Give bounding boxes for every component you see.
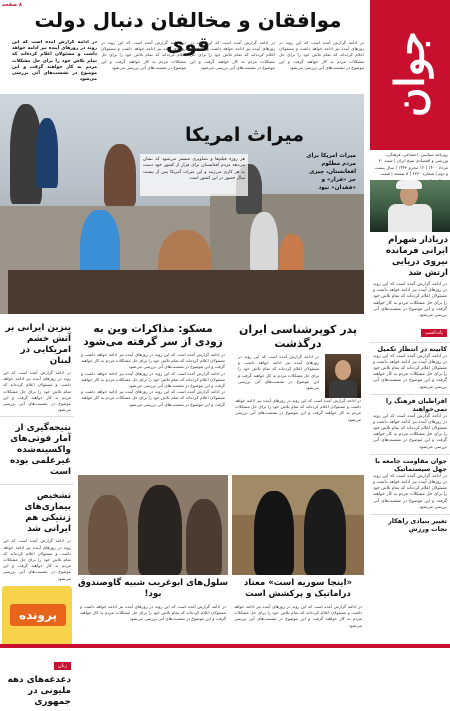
person-figure (254, 491, 294, 575)
person-figure (250, 212, 278, 272)
lead-col: در ادامه گزارش آمده است که این روند در روزهای آینده نیز ادامه خواهد داشت و مسئولان اعلام کرده‌اند که تمام تلاش خود را برای حل مشکلات مردم به کار خواهند گرفت و این موضوع در نشست‌های آتی بررسی می‌شود (101, 40, 186, 70)
left-column (0, 320, 74, 711)
lead-col: در ادامه گزارش آمده است که این روند در روزهای آینده نیز ادامه خواهد داشت و مسئولان اعلام کرده‌اند که تمام تلاش خود را برای حل مشکلات مردم به کار خواهند گرفت و این موضوع در نشست‌های آتی بررسی می‌شود (279, 40, 364, 70)
story-vienna-text: در ادامه گزارش آمده است که این روند در روزهای آینده نیز ادامه خواهد داشت و مسئولان اعلام کرده‌اند که تمام تلاش خود را برای حل مشکلات مردم به کار خواهند گرفت و این موضوع در نشست‌های آتی بررسی می‌شود (81, 389, 225, 407)
issue-info: روزنامه سیاسی، اجتماعی، فرهنگی، ورزشی و اقتصادی صبح ایران | شنبه ۳۰ مرداد ۱۴۰۰ | ۱۲ محرم ۱۴۴۳ | سال بیست و دوم | شماره ۶۲۳۰ | ۸ صفحه | قیمت (374, 152, 448, 177)
right-col-item[interactable] (370, 514, 450, 534)
right-col-item-title: تغییر بنیادی راهکار نجات ورزش (388, 516, 447, 534)
right-col-item-text: در ادامه گزارش آمده است که این روند در روزهای آینده نیز ادامه خواهد داشت و مسئولان اعلام کرده‌اند که تمام تلاش خود را برای حل مشکلات مردم به کار خواهند گرفت و این موضوع در نشست‌های آتی بررسی می‌شود (373, 413, 447, 450)
syria-photo[interactable] (232, 475, 364, 575)
story-obituary-headline[interactable]: پدر کوپرشناسی ایران درگذشت (238, 323, 358, 350)
masthead (370, 0, 450, 150)
photo-caption-box: هر روزه فیلم‌ها و تصاویری منتشر می‌شود که نشان می‌دهد مردم افغانستان برای فرار از کشور خود دست به هر کاری می‌زنند و این میراث آمریکا پس از بیست سال حضور در این کشور است (140, 154, 248, 196)
syria-caption[interactable]: «اینجا سوریه است» معتاد دراماتیک و پرکشش است (243, 578, 353, 599)
right-col-item-title: افراطیان فرهنگ را نمی‌خواهند (385, 396, 447, 414)
abu-ghraib-caption[interactable]: سلول‌های ابوغریب شبیه گاوصندوق بود! (78, 578, 228, 599)
person-figure (104, 144, 136, 206)
syria-text: در ادامه گزارش آمده است که این روند در روزهای آینده نیز ادامه خواهد داشت و مسئولان اعلام کرده‌اند که تمام تلاش خود را برای حل مشکلات مردم به کار خواهند گرفت و این موضوع در نشست‌های آتی بررسی می‌شود (234, 604, 362, 628)
ad-banner[interactable] (2, 586, 72, 648)
person-figure (186, 499, 222, 575)
story-vienna (78, 320, 228, 408)
photo-title: میراث امریکا (185, 124, 304, 146)
lead-text-strip (12, 40, 364, 92)
person-figure (280, 234, 304, 274)
ad-badge: پرونده (10, 604, 66, 626)
story-obituary-text: در ادامه گزارش آمده است که این روند در روزهای آینده نیز ادامه خواهد داشت و مسئولان اعلام کرده‌اند که تمام تلاش خود را برای حل مشکلات مردم به کار خواهند گرفت و این موضوع در نشست‌های آتی بررسی می‌شود (238, 354, 319, 391)
left-headline-1[interactable]: بنزین ایرانی بر آتش خشم امریکایی در لبنان (5, 323, 71, 366)
uniform (388, 204, 432, 232)
footer-line (0, 644, 450, 648)
admiral-photo[interactable] (370, 180, 450, 232)
right-col-item[interactable] (370, 454, 450, 511)
person-figure (88, 495, 128, 575)
story-vienna-text: در ادامه گزارش آمده است که این روند در روزهای آینده نیز ادامه خواهد داشت و مسئولان اعلام کرده‌اند که تمام تلاش خود را برای حل مشکلات مردم به کار خواهند گرفت و این موضوع در نشست‌های آتی بررسی می‌شود (81, 352, 225, 370)
left-headline-3[interactable]: تشخیص بیماری‌های ژنتیکی هم ایرانی شد (24, 491, 71, 535)
story-obituary (232, 320, 364, 423)
right-col-item[interactable] (370, 394, 450, 451)
section-label: یادداشت (421, 329, 447, 337)
newspaper-logo: جوان (386, 31, 434, 117)
divider (0, 484, 74, 485)
section-label-women: زنان (54, 662, 71, 670)
story-vienna-headline[interactable]: مسکو: مذاکرات وین به زودی از سر گرفته می‌شود (83, 323, 223, 348)
main-headline[interactable]: موافقان و مخالفان دنبال دولت قوی (34, 8, 342, 56)
lead-col-bold: در ادامه گزارش آمده است که این روند در روزهای آینده نیز ادامه خواهد داشت و مسئولان اعلام کرده‌اند که تمام تلاش خود را برای حل مشکلات مردم به کار خواهند گرفت و این موضوع در نشست‌های آتی بررسی می‌شود (12, 40, 97, 83)
right-col-item-title: جوان مقاومت جامعه با جهل سیستماتیک (375, 456, 447, 474)
abu-ghraib-text: در ادامه گزارش آمده است که این روند در روزهای آینده نیز ادامه خواهد داشت و مسئولان اعلام کرده‌اند که تمام تلاش خود را برای حل مشکلات مردم به کار خواهند گرفت و این موضوع در نشست‌های آتی بررسی می‌شود (80, 604, 226, 622)
abu-ghraib-photo[interactable] (78, 475, 228, 575)
body (329, 380, 357, 398)
lead-col: در ادامه گزارش آمده است که این روند در روزهای آینده نیز ادامه خواهد داشت و مسئولان اعلام کرده‌اند که تمام تلاش خود را برای حل مشکلات مردم به کار خواهند گرفت و این موضوع در نشست‌های آتی بررسی می‌شود (190, 40, 275, 70)
admiral-text: در ادامه گزارش آمده است که این روند در روزهای آینده نیز ادامه خواهد داشت و مسئولان اعلام کرده‌اند که تمام تلاش خود را برای حل مشکلات مردم به کار خواهند گرفت و این موضوع در نشست‌های آتی بررسی می‌شود (373, 282, 447, 319)
person-figure (36, 118, 58, 188)
lead-photo[interactable] (0, 94, 364, 314)
right-col-item-text: در ادامه گزارش آمده است که این روند در روزهای آینده نیز ادامه خواهد داشت و مسئولان اعلام کرده‌اند که تمام تلاش خود را برای حل مشکلات مردم به کار خواهند گرفت و این موضوع در نشست‌های آتی بررسی می‌شود (373, 353, 447, 390)
story-vienna-text: در ادامه گزارش آمده است که این روند در روزهای آینده نیز ادامه خواهد داشت و مسئولان اعلام کرده‌اند که تمام تلاش خود را برای حل مشکلات مردم به کار خواهند گرفت و این موضوع در نشست‌های آتی بررسی می‌شود (81, 370, 225, 389)
admiral-headline[interactable]: دریادار شهرام ایرانی فرمانده نیروی دریایی ارتش شد (385, 235, 448, 278)
face (335, 360, 351, 380)
left-headline-2[interactable]: نتیجه‌گیری از آمار فوتی‌های واکسینه‌شده غیرعلمی بوده است (9, 423, 71, 478)
obituary-portrait[interactable] (325, 354, 361, 398)
photo-side-caption: میراث امریکا برای مردم مظلوم افغانستان، چیزی جز «فرار» و «فقدان» نبود (306, 153, 356, 191)
cap (396, 180, 422, 189)
right-col-item-text: در ادامه گزارش آمده است که این روند در روزهای آینده نیز ادامه خواهد داشت و مسئولان اعلام کرده‌اند که تمام تلاش خود را برای حل مشکلات مردم به کار خواهند گرفت و این موضوع در نشست‌های آتی بررسی می‌شود (373, 473, 447, 510)
bookshelf (232, 475, 364, 515)
left-headline-4[interactable]: دغدغه‌های دهه ملیونی در جمهوری (7, 674, 71, 707)
corner-tag: ۸ صفحه (2, 2, 22, 8)
left-text: در ادامه گزارش آمده است که این روند در روزهای آینده نیز ادامه خواهد داشت و مسئولان اعلام کرده‌اند که تمام تلاش خود را برای حل مشکلات مردم به کار خواهند گرفت و این موضوع در نشست‌های آتی بررسی می‌شود (3, 538, 71, 581)
right-column (370, 180, 450, 534)
story-obituary-text: در ادامه گزارش آمده است که این روند در روزهای آینده نیز ادامه خواهد داشت و مسئولان اعلام کرده‌اند که تمام تلاش خود را برای حل مشکلات مردم به کار خواهند گرفت و این موضوع در نشست‌های آتی بررسی می‌شود (235, 398, 361, 422)
divider (0, 416, 74, 417)
right-col-item-title: کابینه در انتظار تکمیل (377, 345, 447, 354)
left-text: در ادامه گزارش آمده است که این روند در روزهای آینده نیز ادامه خواهد داشت و مسئولان اعلام کرده‌اند که تمام تلاش خود را برای حل مشکلات مردم به کار خواهند گرفت و این موضوع در نشست‌های آتی بررسی می‌شود (3, 370, 71, 413)
crowd (8, 270, 364, 314)
person-figure (304, 489, 346, 575)
person-figure (138, 485, 182, 575)
right-col-item[interactable] (370, 342, 450, 391)
